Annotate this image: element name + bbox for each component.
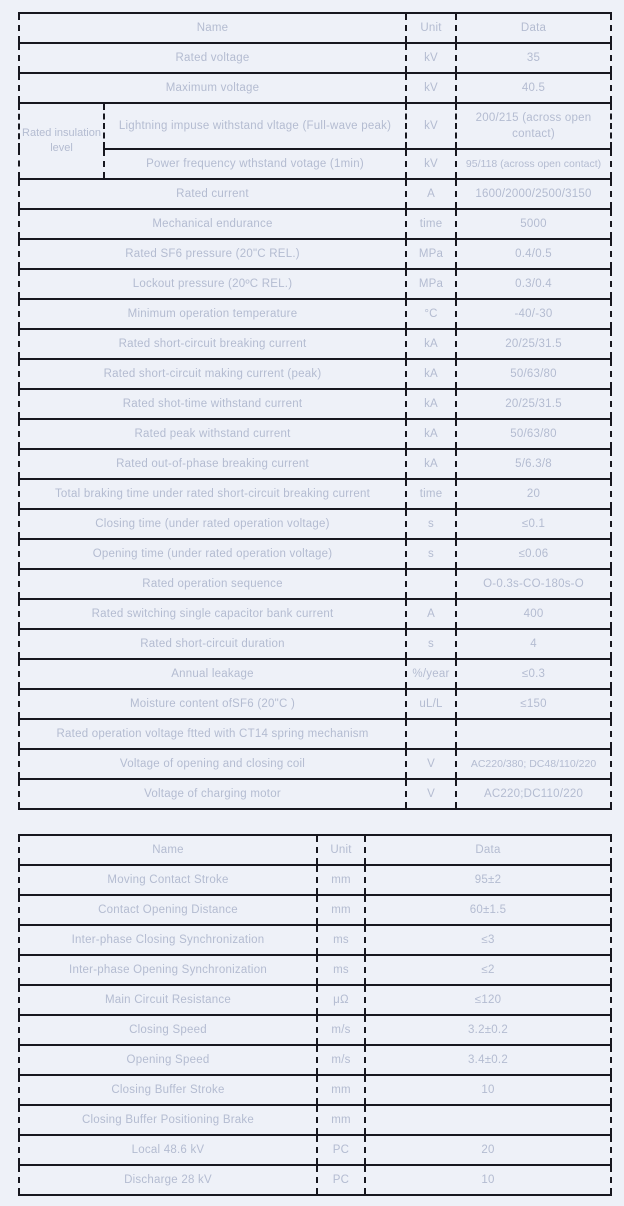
unit-cell: kA — [406, 329, 456, 359]
unit-cell: s — [406, 509, 456, 539]
unit-cell: kA — [406, 419, 456, 449]
name-cell: Mechanical endurance — [19, 209, 406, 239]
name-cell: Rated short-circuit making current (peak) — [19, 359, 406, 389]
name-cell: Rated shot-time withstand current — [19, 389, 406, 419]
data-cell: 200/215 (across open contact) — [456, 103, 611, 149]
unit-cell: °C — [406, 299, 456, 329]
data-cell: ≤0.06 — [456, 539, 611, 569]
unit-cell: %/year — [406, 659, 456, 689]
name-cell: Discharge 28 kV — [19, 1165, 317, 1195]
data-cell: -40/-30 — [456, 299, 611, 329]
table-row — [19, 749, 611, 779]
column-header-name: Name — [19, 13, 406, 43]
table-row — [19, 895, 611, 925]
table-row — [19, 1075, 611, 1105]
table-row — [19, 1015, 611, 1045]
name-cell: Rated current — [19, 179, 406, 209]
data-cell: ≤120 — [365, 985, 611, 1015]
unit-cell — [406, 719, 456, 749]
table-row — [19, 569, 611, 599]
data-cell: 20/25/31.5 — [456, 389, 611, 419]
data-cell: 10 — [365, 1075, 611, 1105]
data-cell: 95/118 (across open contact) — [456, 149, 611, 179]
name-cell: Opening Speed — [19, 1045, 317, 1075]
table-row — [19, 389, 611, 419]
table-row — [19, 419, 611, 449]
table-row — [19, 179, 611, 209]
data-cell: 3.4±0.2 — [365, 1045, 611, 1075]
unit-cell: MPa — [406, 269, 456, 299]
group-label-cell: Rated insulation level — [19, 103, 104, 179]
table-row — [19, 73, 611, 103]
name-cell: Closing Buffer Positioning Brake — [19, 1105, 317, 1135]
name-cell: Contact Opening Distance — [19, 895, 317, 925]
name-cell: Moisture content ofSF6 (20"C ) — [19, 689, 406, 719]
table-row — [19, 509, 611, 539]
column-header-data: Data — [456, 13, 611, 43]
data-cell: 4 — [456, 629, 611, 659]
name-cell: Power frequency wthstand votage (1min) — [104, 149, 406, 179]
table-row — [19, 479, 611, 509]
table-row — [19, 299, 611, 329]
unit-cell: mm — [317, 865, 365, 895]
data-cell: AC220/380; DC48/110/220 — [456, 749, 611, 779]
data-cell: 10 — [365, 1165, 611, 1195]
unit-cell: μΩ — [317, 985, 365, 1015]
table-row — [19, 955, 611, 985]
unit-cell: m/s — [317, 1015, 365, 1045]
unit-cell: kV — [406, 103, 456, 149]
column-header-unit: Unit — [406, 13, 456, 43]
unit-cell: V — [406, 749, 456, 779]
name-cell: Rated operation sequence — [19, 569, 406, 599]
data-cell: ≤150 — [456, 689, 611, 719]
name-cell: Rated operation voltage ftted with CT14 spring mechanism — [19, 719, 406, 749]
data-cell: 20 — [456, 479, 611, 509]
table-row — [19, 239, 611, 269]
table-row — [19, 1135, 611, 1165]
unit-cell: kV — [406, 149, 456, 179]
unit-cell: uL/L — [406, 689, 456, 719]
unit-cell: s — [406, 629, 456, 659]
unit-cell: A — [406, 599, 456, 629]
data-cell: 20 — [365, 1135, 611, 1165]
name-cell: Voltage of charging motor — [19, 779, 406, 809]
name-cell: Rated switching single capacitor bank current — [19, 599, 406, 629]
name-cell: Rated voltage — [19, 43, 406, 73]
data-cell — [365, 1105, 611, 1135]
table-row — [19, 329, 611, 359]
data-cell: 5/6.3/8 — [456, 449, 611, 479]
unit-cell: MPa — [406, 239, 456, 269]
data-cell — [456, 719, 611, 749]
header-row — [19, 13, 611, 43]
data-cell: O-0.3s-CO-180s-O — [456, 569, 611, 599]
data-cell: 35 — [456, 43, 611, 73]
name-cell: Inter-phase Opening Synchronization — [19, 955, 317, 985]
name-cell: Rated peak withstand current — [19, 419, 406, 449]
name-cell: Total braking time under rated short-circuit breaking current — [19, 479, 406, 509]
unit-cell: mm — [317, 895, 365, 925]
column-header-data: Data — [365, 835, 611, 865]
table-row — [19, 539, 611, 569]
table-row — [19, 103, 611, 149]
data-cell: 0.4/0.5 — [456, 239, 611, 269]
unit-cell: kA — [406, 359, 456, 389]
data-cell: 20/25/31.5 — [456, 329, 611, 359]
name-cell: Minimum operation temperature — [19, 299, 406, 329]
table-row — [19, 719, 611, 749]
unit-cell: time — [406, 479, 456, 509]
unit-cell: mm — [317, 1075, 365, 1105]
name-cell: Inter-phase Closing Synchronization — [19, 925, 317, 955]
unit-cell: PC — [317, 1135, 365, 1165]
unit-cell: time — [406, 209, 456, 239]
name-cell: Voltage of opening and closing coil — [19, 749, 406, 779]
table-row — [19, 149, 611, 179]
table-row — [19, 1045, 611, 1075]
name-cell: Maximum voltage — [19, 73, 406, 103]
name-cell: Closing Speed — [19, 1015, 317, 1045]
name-cell: Rated short-circuit breaking current — [19, 329, 406, 359]
unit-cell: m/s — [317, 1045, 365, 1075]
unit-cell: PC — [317, 1165, 365, 1195]
table-row — [19, 985, 611, 1015]
unit-cell: V — [406, 779, 456, 809]
data-cell: AC220;DC110/220 — [456, 779, 611, 809]
name-cell: Annual leakage — [19, 659, 406, 689]
unit-cell: ms — [317, 955, 365, 985]
data-cell: 400 — [456, 599, 611, 629]
table-row — [19, 629, 611, 659]
table-row — [19, 43, 611, 73]
data-cell: ≤0.3 — [456, 659, 611, 689]
table-row — [19, 359, 611, 389]
name-cell: Lockout pressure (20ºC REL.) — [19, 269, 406, 299]
unit-cell: A — [406, 179, 456, 209]
data-cell: 95±2 — [365, 865, 611, 895]
name-cell: Main Circuit Resistance — [19, 985, 317, 1015]
unit-cell: kA — [406, 449, 456, 479]
name-cell: Opening time (under rated operation voltage) — [19, 539, 406, 569]
data-cell: 1600/2000/2500/3150 — [456, 179, 611, 209]
table-row — [19, 925, 611, 955]
data-cell: 40.5 — [456, 73, 611, 103]
mechanism-spec-table — [18, 834, 612, 1196]
data-cell: ≤3 — [365, 925, 611, 955]
name-cell: Rated out-of-phase breaking current — [19, 449, 406, 479]
name-cell: Rated SF6 pressure (20"C REL.) — [19, 239, 406, 269]
table-row — [19, 599, 611, 629]
table-row — [19, 779, 611, 809]
table-row — [19, 209, 611, 239]
data-cell: 50/63/80 — [456, 359, 611, 389]
name-cell: Closing time (under rated operation voltage) — [19, 509, 406, 539]
column-header-unit: Unit — [317, 835, 365, 865]
header-row — [19, 835, 611, 865]
unit-cell: mm — [317, 1105, 365, 1135]
table-row — [19, 449, 611, 479]
data-cell: 0.3/0.4 — [456, 269, 611, 299]
name-cell: Local 48.6 kV — [19, 1135, 317, 1165]
data-cell: ≤2 — [365, 955, 611, 985]
data-cell: 50/63/80 — [456, 419, 611, 449]
name-cell: Moving Contact Stroke — [19, 865, 317, 895]
unit-cell — [406, 569, 456, 599]
name-cell: Closing Buffer Stroke — [19, 1075, 317, 1105]
table-row — [19, 689, 611, 719]
data-cell: 3.2±0.2 — [365, 1015, 611, 1045]
data-cell: 5000 — [456, 209, 611, 239]
unit-cell: s — [406, 539, 456, 569]
table-row — [19, 659, 611, 689]
column-header-name: Name — [19, 835, 317, 865]
name-cell: Lightning impuse withstand vltage (Full-wave peak) — [104, 103, 406, 149]
table-row — [19, 1165, 611, 1195]
unit-cell: kA — [406, 389, 456, 419]
data-cell: ≤0.1 — [456, 509, 611, 539]
unit-cell: kV — [406, 43, 456, 73]
table-row — [19, 865, 611, 895]
name-cell: Rated short-circuit duration — [19, 629, 406, 659]
table-row — [19, 1105, 611, 1135]
unit-cell: ms — [317, 925, 365, 955]
data-cell: 60±1.5 — [365, 895, 611, 925]
table-row — [19, 269, 611, 299]
unit-cell: kV — [406, 73, 456, 103]
primary-spec-table — [18, 12, 612, 810]
